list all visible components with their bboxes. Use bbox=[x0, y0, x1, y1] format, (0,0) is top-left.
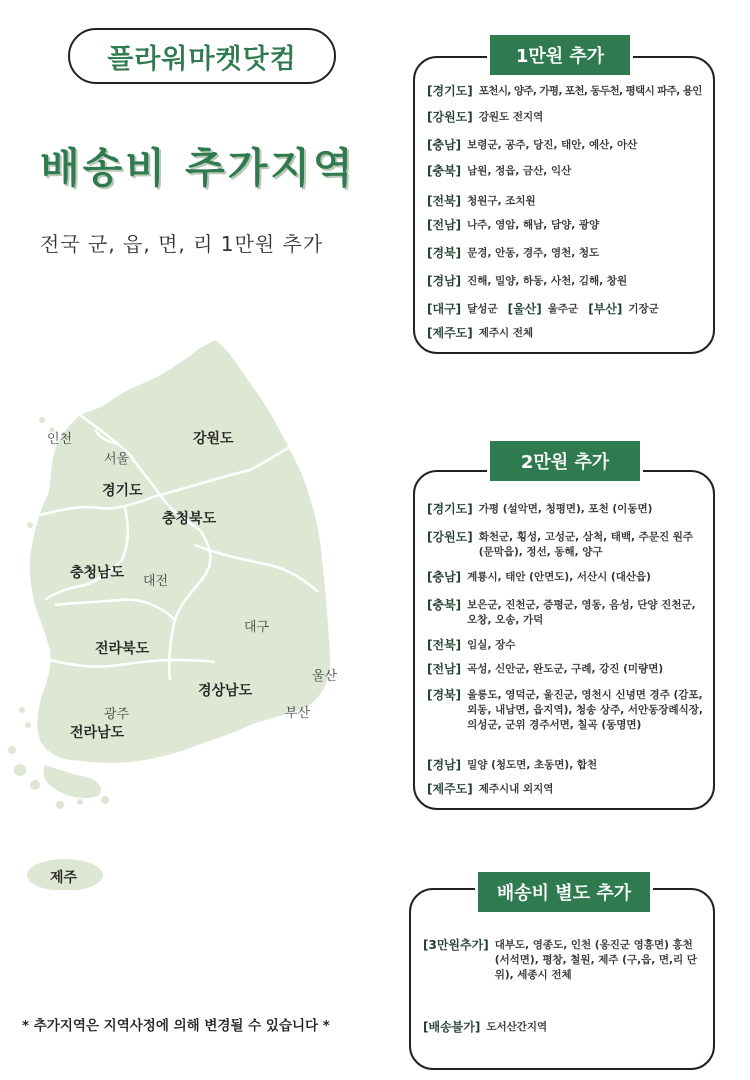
footnote: * 추가지역은 지역사정에 의해 변경될 수 있습니다 * bbox=[22, 1018, 330, 1034]
list-item: [제주도] 제주시내 외지역 bbox=[427, 782, 554, 796]
map-label-jeonnam: 전라남도 bbox=[70, 725, 125, 741]
surcharge-10000-box bbox=[413, 56, 715, 354]
list-item: [대구] 달성군 [울산] 울주군 [부산] 기장군 bbox=[427, 302, 659, 316]
list-item: [충남] 보령군, 공주, 당진, 태안, 예산, 아산 bbox=[427, 138, 638, 152]
list-item: [경남] 밀양 (청도면, 초동면), 합천 bbox=[427, 758, 598, 772]
list-item: [충북] 남원, 정읍, 금산, 익산 bbox=[427, 164, 572, 178]
map-label-daegu: 대구 bbox=[244, 620, 270, 635]
surcharge-20000-box bbox=[413, 470, 715, 810]
map-label-daejeon: 대전 bbox=[143, 574, 169, 589]
list-item: [전남] 곡성, 신안군, 완도군, 구례, 강진 (미량면) bbox=[427, 662, 664, 676]
list-item: [전남] 나주, 영암, 해남, 담양, 광양 bbox=[427, 218, 600, 232]
map-label-chungnam: 충청남도 bbox=[70, 565, 125, 581]
list-item: [배송불가] 도서산간지역 bbox=[423, 1020, 548, 1034]
list-item: [3만원추가] 대부도, 영종도, 인천 (옹진군 영흥면) 홍천 (서석면), 평창, 철원, 제주 (구,읍, 면,리 단위), 세종시 전체 bbox=[423, 938, 697, 981]
extra-shipping-box bbox=[409, 888, 715, 1070]
brand-name: 플라워마켓닷컴 bbox=[68, 28, 336, 84]
surcharge-10000-tag: 1만원 추가 bbox=[490, 35, 630, 75]
map-label-incheon: 인천 bbox=[47, 432, 73, 447]
map-label-gwangju: 광주 bbox=[104, 707, 130, 722]
list-item: [경기도] 가평 (설악면, 청평면), 포천 (이동면) bbox=[427, 502, 653, 516]
korea-map-shape bbox=[0, 330, 400, 890]
list-item: [경북] 문경, 안동, 경주, 영천, 청도 bbox=[427, 246, 600, 260]
list-item: [강원도] 화천군, 횡성, 고성군, 삼척, 태백, 주문진 원주 (문막읍), 정선, 동해, 양구 bbox=[427, 530, 694, 558]
map-label-chungbuk: 충청북도 bbox=[162, 511, 217, 527]
map-label-gyeonggi: 경기도 bbox=[102, 483, 143, 499]
list-item: [충남] 계룡시, 태안 (안면도), 서산시 (대산읍) bbox=[427, 570, 651, 584]
korea-map bbox=[0, 330, 400, 890]
list-item: [경기도] 포천시, 양주, 가평, 포천, 동두천, 평택시 파주, 용인 bbox=[427, 84, 702, 98]
page-title: 배송비 추가지역 bbox=[40, 144, 356, 192]
map-label-gangwon: 강원도 bbox=[193, 431, 234, 447]
map-label-seoul: 서울 bbox=[104, 452, 130, 467]
map-label-jeonbuk: 전라북도 bbox=[95, 641, 150, 657]
extra-shipping-tag: 배송비 별도 추가 bbox=[478, 872, 650, 912]
map-label-gyeongnam: 경상남도 bbox=[198, 683, 253, 699]
list-item: [충북] 보은군, 진천군, 증평군, 영동, 음성, 단양 진천군, 오창, 오송, 가덕 bbox=[427, 598, 696, 626]
list-item: [경남] 진해, 밀양, 하동, 사천, 김해, 창원 bbox=[427, 274, 628, 288]
map-label-busan: 부산 bbox=[285, 706, 311, 721]
surcharge-20000-tag: 2만원 추가 bbox=[490, 441, 640, 481]
page-subtitle: 전국 군, 읍, 면, 리 1만원 추가 bbox=[40, 232, 324, 256]
list-item: [전북] 청원구, 조치원 bbox=[427, 194, 536, 208]
list-item: [전북] 임실, 장수 bbox=[427, 638, 516, 652]
map-label-ulsan: 울산 bbox=[312, 669, 338, 684]
list-item: [경북] 울릉도, 영덕군, 울진군, 영천시 신녕면 경주 (감포, 외동, 내남면, 읍지역), 청송 상주, 서안동장례식장, 의성군, 군위 경주서면, 칠곡 (동명면) bbox=[427, 688, 703, 731]
list-item: [제주도] 제주시 전체 bbox=[427, 326, 534, 340]
list-item: [강원도] 강원도 전지역 bbox=[427, 110, 544, 124]
map-label-jeju: 제주 bbox=[50, 870, 78, 886]
